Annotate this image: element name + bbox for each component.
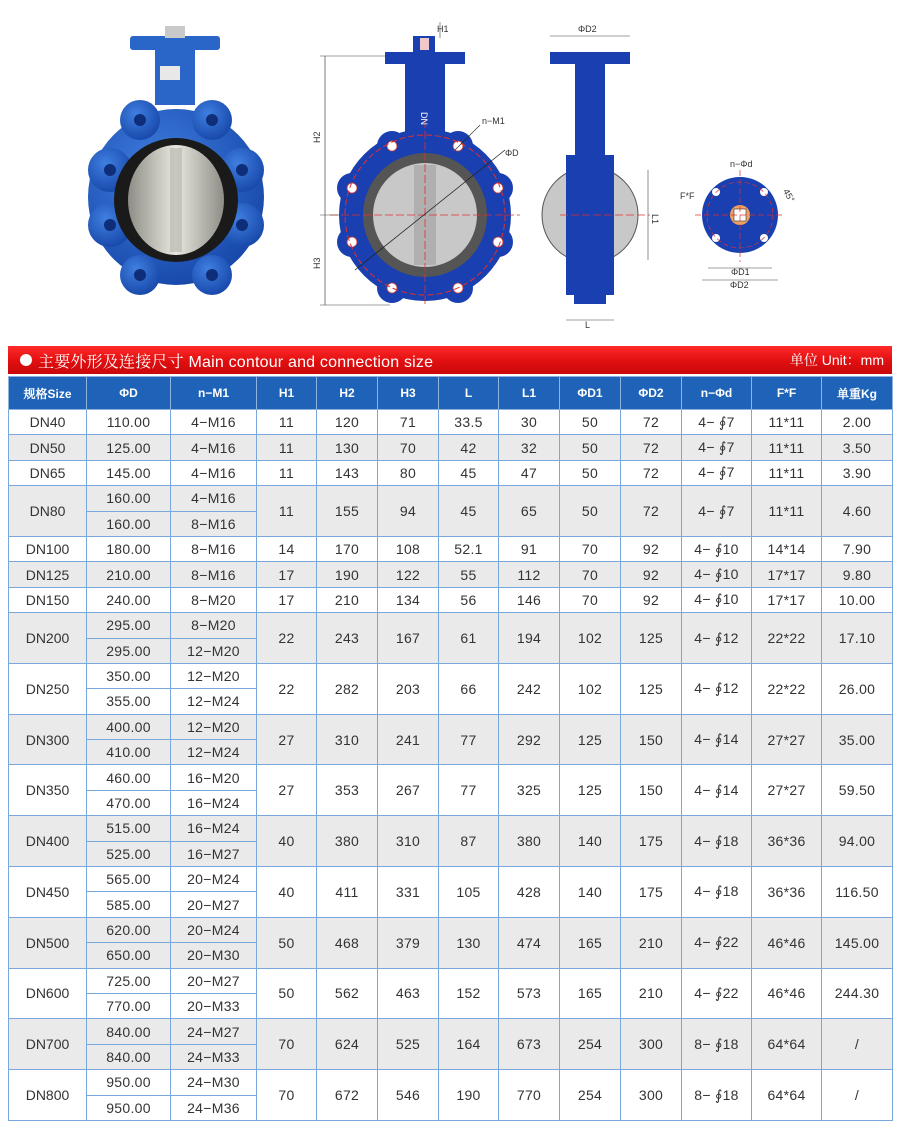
nd-cell: 4− ∮18: [682, 816, 752, 867]
d1-cell: 70: [560, 562, 621, 587]
kg-cell: 116.50: [822, 867, 893, 918]
h3-cell: 310: [378, 816, 439, 867]
l1-cell: 380: [499, 816, 560, 867]
h1-cell: 17: [257, 587, 317, 612]
l-cell: 152: [439, 968, 499, 1019]
d2-cell: 300: [621, 1070, 682, 1121]
h1-cell: 22: [257, 613, 317, 664]
l-cell: 130: [439, 917, 499, 968]
l-cell: 66: [439, 663, 499, 714]
size-cell: DN40: [9, 410, 87, 435]
l1-cell: 194: [499, 613, 560, 664]
size-cell: DN450: [9, 867, 87, 918]
h2-cell: 155: [317, 486, 378, 537]
d1-cell: 70: [560, 536, 621, 561]
od-cell: 400.00: [87, 714, 171, 739]
kg-cell: 7.90: [822, 536, 893, 561]
od-cell: 210.00: [87, 562, 171, 587]
nm1-cell: 16−M24: [171, 816, 257, 841]
table-header-row: [9, 377, 893, 410]
size-cell: DN150: [9, 587, 87, 612]
od-cell: 650.00: [87, 943, 171, 968]
nm1-cell: 8−M20: [171, 613, 257, 638]
nd-cell: 4− ∮12: [682, 663, 752, 714]
size-cell: DN350: [9, 765, 87, 816]
nd-cell: 4− ∮18: [682, 867, 752, 918]
od-cell: 840.00: [87, 1044, 171, 1069]
table-row: [9, 587, 893, 612]
d1-cell: 254: [560, 1070, 621, 1121]
nm1-cell: 8−M16: [171, 536, 257, 561]
kg-cell: /: [822, 1019, 893, 1070]
ff-cell: 46*46: [752, 968, 822, 1019]
nm1-cell: 20−M27: [171, 892, 257, 917]
drawing-label-dn: DN: [419, 112, 429, 125]
nm1-cell: 20−M30: [171, 943, 257, 968]
ff-cell: 11*11: [752, 435, 822, 460]
drawing-label-h1: H1: [437, 24, 449, 34]
nm1-cell: 8−M20: [171, 587, 257, 612]
unit-label: 单位 Unit：mm: [789, 352, 884, 368]
table-row: [9, 816, 893, 841]
kg-cell: 59.50: [822, 765, 893, 816]
drawing-label-od2-bottom: ΦD2: [730, 280, 749, 290]
h3-cell: 80: [378, 460, 439, 485]
size-cell: DN300: [9, 714, 87, 765]
ff-cell: 22*22: [752, 613, 822, 664]
kg-cell: 17.10: [822, 613, 893, 664]
l1-cell: 673: [499, 1019, 560, 1070]
d2-cell: 92: [621, 587, 682, 612]
column-header: H1: [257, 377, 317, 410]
od-cell: 565.00: [87, 867, 171, 892]
h2-cell: 210: [317, 587, 378, 612]
table-row: [9, 536, 893, 561]
h3-cell: 108: [378, 536, 439, 561]
l1-cell: 573: [499, 968, 560, 1019]
kg-cell: 2.00: [822, 410, 893, 435]
h3-cell: 167: [378, 613, 439, 664]
d2-cell: 72: [621, 460, 682, 485]
nd-cell: 8− ∮18: [682, 1019, 752, 1070]
l-cell: 56: [439, 587, 499, 612]
l-cell: 164: [439, 1019, 499, 1070]
l1-cell: 32: [499, 435, 560, 460]
d1-cell: 50: [560, 410, 621, 435]
d2-cell: 175: [621, 867, 682, 918]
ff-cell: 36*36: [752, 816, 822, 867]
nd-cell: 4− ∮10: [682, 587, 752, 612]
size-cell: DN65: [9, 460, 87, 485]
bullet-dot-icon: [20, 354, 32, 366]
column-header: ΦD1: [560, 377, 621, 410]
h3-cell: 134: [378, 587, 439, 612]
size-cell: DN125: [9, 562, 87, 587]
d1-cell: 70: [560, 587, 621, 612]
front-view-drawing: [320, 22, 520, 305]
kg-cell: 26.00: [822, 663, 893, 714]
column-header: H2: [317, 377, 378, 410]
h1-cell: 40: [257, 816, 317, 867]
h1-cell: 50: [257, 917, 317, 968]
size-cell: DN800: [9, 1070, 87, 1121]
d1-cell: 165: [560, 917, 621, 968]
d1-cell: 140: [560, 867, 621, 918]
size-cell: DN500: [9, 917, 87, 968]
ff-cell: 11*11: [752, 410, 822, 435]
nm1-cell: 12−M20: [171, 714, 257, 739]
l1-cell: 292: [499, 714, 560, 765]
l1-cell: 91: [499, 536, 560, 561]
od-cell: 355.00: [87, 689, 171, 714]
drawing-label-od: ΦD: [505, 148, 519, 158]
size-cell: DN80: [9, 486, 87, 537]
table-row: [9, 663, 893, 688]
kg-cell: 4.60: [822, 486, 893, 537]
od-cell: 350.00: [87, 663, 171, 688]
l1-cell: 474: [499, 917, 560, 968]
nd-cell: 4− ∮7: [682, 486, 752, 537]
nd-cell: 4− ∮10: [682, 536, 752, 561]
drawing-label-l1: L1: [650, 214, 660, 225]
l1-cell: 325: [499, 765, 560, 816]
l1-cell: 47: [499, 460, 560, 485]
drawing-label-45: 45°: [781, 187, 797, 204]
od-cell: 950.00: [87, 1095, 171, 1120]
table-row: [9, 714, 893, 739]
table-row: [9, 435, 893, 460]
l1-cell: 146: [499, 587, 560, 612]
d2-cell: 72: [621, 410, 682, 435]
column-header: L: [439, 377, 499, 410]
ff-cell: 17*17: [752, 562, 822, 587]
kg-cell: 3.50: [822, 435, 893, 460]
drawing-label-od1: ΦD1: [731, 267, 750, 277]
od-cell: 725.00: [87, 968, 171, 993]
d2-cell: 72: [621, 486, 682, 537]
valve-photo: [88, 26, 264, 295]
od-cell: 470.00: [87, 790, 171, 815]
d1-cell: 165: [560, 968, 621, 1019]
kg-cell: 10.00: [822, 587, 893, 612]
nm1-cell: 24−M36: [171, 1095, 257, 1120]
column-header: n−M1: [171, 377, 257, 410]
table-row: [9, 613, 893, 638]
drawing-label-h2: H2: [312, 131, 322, 143]
l-cell: 87: [439, 816, 499, 867]
nd-cell: 4− ∮7: [682, 460, 752, 485]
h2-cell: 120: [317, 410, 378, 435]
od-cell: 145.00: [87, 460, 171, 485]
h2-cell: 624: [317, 1019, 378, 1070]
nm1-cell: 12−M24: [171, 689, 257, 714]
ff-cell: 36*36: [752, 867, 822, 918]
kg-cell: 35.00: [822, 714, 893, 765]
nm1-cell: 12−M24: [171, 740, 257, 765]
od-cell: 110.00: [87, 410, 171, 435]
od-cell: 620.00: [87, 917, 171, 942]
h1-cell: 22: [257, 663, 317, 714]
table-row: [9, 917, 893, 942]
h2-cell: 353: [317, 765, 378, 816]
h3-cell: 71: [378, 410, 439, 435]
nm1-cell: 20−M27: [171, 968, 257, 993]
d2-cell: 300: [621, 1019, 682, 1070]
h3-cell: 94: [378, 486, 439, 537]
column-header: F*F: [752, 377, 822, 410]
d1-cell: 125: [560, 714, 621, 765]
kg-cell: 9.80: [822, 562, 893, 587]
h2-cell: 468: [317, 917, 378, 968]
h1-cell: 40: [257, 867, 317, 918]
table-row: [9, 486, 893, 511]
ff-cell: 17*17: [752, 587, 822, 612]
h1-cell: 14: [257, 536, 317, 561]
h1-cell: 70: [257, 1070, 317, 1121]
od-cell: 295.00: [87, 638, 171, 663]
od-cell: 515.00: [87, 816, 171, 841]
size-cell: DN200: [9, 613, 87, 664]
d2-cell: 210: [621, 968, 682, 1019]
od-cell: 125.00: [87, 435, 171, 460]
d2-cell: 92: [621, 562, 682, 587]
od-cell: 410.00: [87, 740, 171, 765]
dimension-table: [8, 376, 893, 1121]
size-cell: DN50: [9, 435, 87, 460]
kg-cell: 94.00: [822, 816, 893, 867]
nm1-cell: 24−M33: [171, 1044, 257, 1069]
h1-cell: 17: [257, 562, 317, 587]
nm1-cell: 24−M30: [171, 1070, 257, 1095]
column-header: 规格Size: [9, 377, 87, 410]
column-header: H3: [378, 377, 439, 410]
kg-cell: 3.90: [822, 460, 893, 485]
od-cell: 950.00: [87, 1070, 171, 1095]
d1-cell: 50: [560, 435, 621, 460]
h2-cell: 672: [317, 1070, 378, 1121]
ff-cell: 11*11: [752, 460, 822, 485]
l-cell: 42: [439, 435, 499, 460]
h2-cell: 411: [317, 867, 378, 918]
ff-cell: 14*14: [752, 536, 822, 561]
od-cell: 240.00: [87, 587, 171, 612]
h1-cell: 11: [257, 486, 317, 537]
h2-cell: 190: [317, 562, 378, 587]
table-row: [9, 410, 893, 435]
drawing-label-nod: n−Φd: [730, 159, 753, 169]
table-row: [9, 1070, 893, 1095]
h2-cell: 170: [317, 536, 378, 561]
h1-cell: 70: [257, 1019, 317, 1070]
d2-cell: 150: [621, 714, 682, 765]
ff-cell: 64*64: [752, 1019, 822, 1070]
od-cell: 840.00: [87, 1019, 171, 1044]
l-cell: 33.5: [439, 410, 499, 435]
d2-cell: 175: [621, 816, 682, 867]
drawing-label-nm1: n−M1: [482, 116, 505, 126]
ff-cell: 64*64: [752, 1070, 822, 1121]
side-view-drawing: [542, 36, 650, 320]
nm1-cell: 16−M20: [171, 765, 257, 790]
nd-cell: 4− ∮22: [682, 968, 752, 1019]
l-cell: 77: [439, 765, 499, 816]
l-cell: 45: [439, 486, 499, 537]
nm1-cell: 16−M27: [171, 841, 257, 866]
kg-cell: 145.00: [822, 917, 893, 968]
nm1-cell: 20−M24: [171, 917, 257, 942]
d2-cell: 125: [621, 663, 682, 714]
nm1-cell: 8−M16: [171, 562, 257, 587]
size-cell: DN100: [9, 536, 87, 561]
nm1-cell: 4−M16: [171, 460, 257, 485]
section-title: 主要外形及连接尺寸 Main contour and connection size: [38, 353, 434, 371]
size-cell: DN600: [9, 968, 87, 1019]
l1-cell: 30: [499, 410, 560, 435]
kg-cell: 244.30: [822, 968, 893, 1019]
h2-cell: 380: [317, 816, 378, 867]
l1-cell: 65: [499, 486, 560, 537]
od-cell: 585.00: [87, 892, 171, 917]
h3-cell: 379: [378, 917, 439, 968]
table-body: [9, 410, 893, 1121]
ff-cell: 27*27: [752, 765, 822, 816]
l-cell: 61: [439, 613, 499, 664]
d2-cell: 72: [621, 435, 682, 460]
d1-cell: 125: [560, 765, 621, 816]
valve-drawings: [0, 0, 900, 340]
d2-cell: 210: [621, 917, 682, 968]
h2-cell: 143: [317, 460, 378, 485]
h3-cell: 122: [378, 562, 439, 587]
l-cell: 190: [439, 1070, 499, 1121]
h3-cell: 463: [378, 968, 439, 1019]
nm1-cell: 20−M33: [171, 993, 257, 1018]
h1-cell: 27: [257, 714, 317, 765]
table-row: [9, 460, 893, 485]
nm1-cell: 4−M16: [171, 435, 257, 460]
nm1-cell: 24−M27: [171, 1019, 257, 1044]
od-cell: 160.00: [87, 486, 171, 511]
nd-cell: 4− ∮7: [682, 410, 752, 435]
h2-cell: 130: [317, 435, 378, 460]
l1-cell: 242: [499, 663, 560, 714]
l-cell: 52.1: [439, 536, 499, 561]
l-cell: 45: [439, 460, 499, 485]
h3-cell: 203: [378, 663, 439, 714]
nd-cell: 4− ∮14: [682, 714, 752, 765]
d1-cell: 140: [560, 816, 621, 867]
d2-cell: 125: [621, 613, 682, 664]
l-cell: 105: [439, 867, 499, 918]
h3-cell: 267: [378, 765, 439, 816]
nm1-cell: 4−M16: [171, 410, 257, 435]
drawing-label-l: L: [585, 320, 591, 330]
od-cell: 460.00: [87, 765, 171, 790]
table-row: [9, 1019, 893, 1044]
column-header: ΦD: [87, 377, 171, 410]
table-row: [9, 867, 893, 892]
nd-cell: 4− ∮14: [682, 765, 752, 816]
l1-cell: 428: [499, 867, 560, 918]
column-header: n−Φd: [682, 377, 752, 410]
h3-cell: 546: [378, 1070, 439, 1121]
ff-cell: 22*22: [752, 663, 822, 714]
nm1-cell: 16−M24: [171, 790, 257, 815]
nm1-cell: 8−M16: [171, 511, 257, 536]
l-cell: 55: [439, 562, 499, 587]
l-cell: 77: [439, 714, 499, 765]
h3-cell: 241: [378, 714, 439, 765]
column-header: L1: [499, 377, 560, 410]
l1-cell: 770: [499, 1070, 560, 1121]
d1-cell: 50: [560, 486, 621, 537]
d1-cell: 102: [560, 613, 621, 664]
column-header: 单重Kg: [822, 377, 893, 410]
od-cell: 295.00: [87, 613, 171, 638]
nd-cell: 4− ∮22: [682, 917, 752, 968]
d2-cell: 150: [621, 765, 682, 816]
nd-cell: 8− ∮18: [682, 1070, 752, 1121]
kg-cell: /: [822, 1070, 893, 1121]
nd-cell: 4− ∮7: [682, 435, 752, 460]
flange-top-view-drawing: [695, 170, 785, 280]
table-row: [9, 562, 893, 587]
d2-cell: 92: [621, 536, 682, 561]
drawing-label-od2-top: ΦD2: [578, 24, 597, 34]
l1-cell: 112: [499, 562, 560, 587]
h1-cell: 11: [257, 410, 317, 435]
size-cell: DN700: [9, 1019, 87, 1070]
h2-cell: 562: [317, 968, 378, 1019]
h1-cell: 27: [257, 765, 317, 816]
h1-cell: 50: [257, 968, 317, 1019]
d1-cell: 254: [560, 1019, 621, 1070]
nm1-cell: 20−M24: [171, 867, 257, 892]
column-header: ΦD2: [621, 377, 682, 410]
od-cell: 160.00: [87, 511, 171, 536]
table-row: [9, 765, 893, 790]
h2-cell: 310: [317, 714, 378, 765]
ff-cell: 27*27: [752, 714, 822, 765]
nd-cell: 4− ∮10: [682, 562, 752, 587]
size-cell: DN250: [9, 663, 87, 714]
od-cell: 525.00: [87, 841, 171, 866]
d1-cell: 50: [560, 460, 621, 485]
h3-cell: 70: [378, 435, 439, 460]
ff-cell: 11*11: [752, 486, 822, 537]
od-cell: 770.00: [87, 993, 171, 1018]
h3-cell: 331: [378, 867, 439, 918]
table-row: [9, 968, 893, 993]
drawing-label-ff: F*F: [680, 191, 695, 201]
h2-cell: 282: [317, 663, 378, 714]
nm1-cell: 4−M16: [171, 486, 257, 511]
section-banner: [8, 346, 892, 374]
h3-cell: 525: [378, 1019, 439, 1070]
h1-cell: 11: [257, 435, 317, 460]
nm1-cell: 12−M20: [171, 663, 257, 688]
od-cell: 180.00: [87, 536, 171, 561]
drawing-label-h3: H3: [312, 257, 322, 269]
h2-cell: 243: [317, 613, 378, 664]
d1-cell: 102: [560, 663, 621, 714]
ff-cell: 46*46: [752, 917, 822, 968]
nd-cell: 4− ∮12: [682, 613, 752, 664]
size-cell: DN400: [9, 816, 87, 867]
nm1-cell: 12−M20: [171, 638, 257, 663]
h1-cell: 11: [257, 460, 317, 485]
